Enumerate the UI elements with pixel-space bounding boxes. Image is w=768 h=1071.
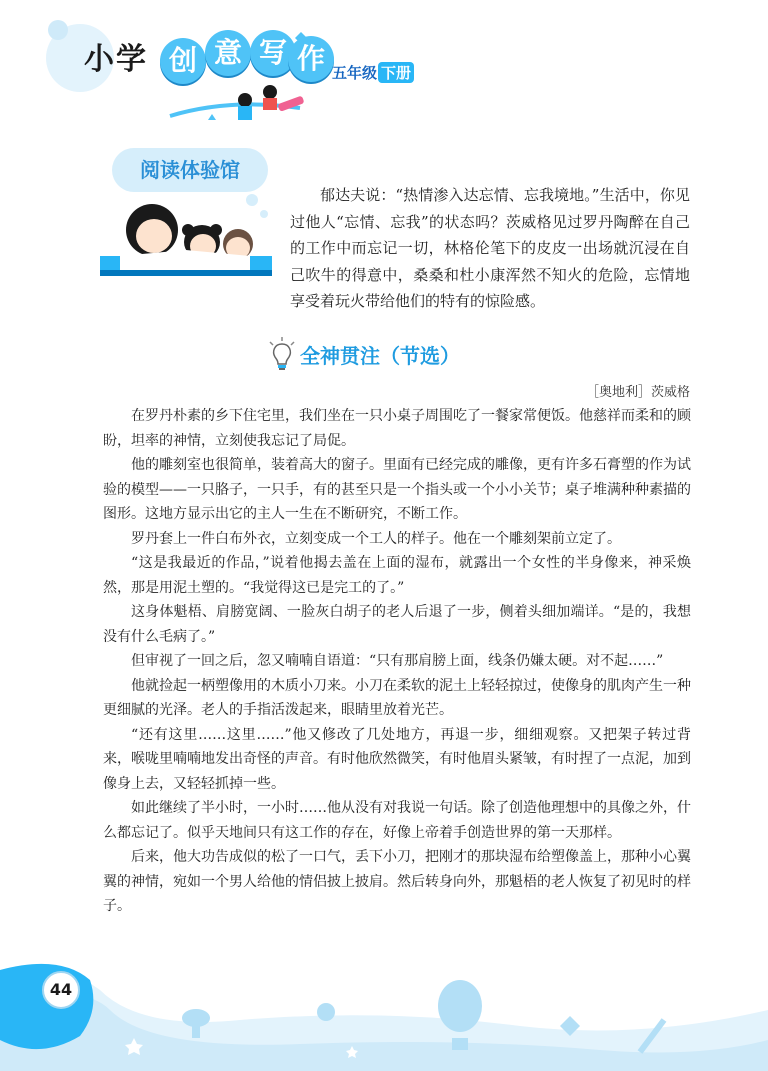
reading-intro: 郁达夫说：“热情渗入达忘情、忘我境地。”生活中，你见过他人“忘情、忘我”的状态吗？茨威格见过罗丹陶醉在自己的工作中而忘记一切，林格伦笔下的皮皮一出场就沉浸在自己吹牛的得意中，桑桑和杜小康浑然不知火的危险，忘情地享受着玩火带给他们的特有的惊险感。 (290, 186, 690, 310)
article-body (103, 404, 691, 919)
footer-decoration (0, 940, 768, 1071)
paragraph: 如此继续了半小时，一小时……他从没有对我说一句话。除了创造他理想中的具像之外，什么都忘记了。似乎天地间只有这工作的存在，好像上帝着手创造世界的第一天那样。 (103, 800, 691, 841)
article-author: ［奥地利］茨威格 (585, 385, 690, 400)
creative-char-1: 创 (160, 38, 206, 84)
paragraph: 他就捡起一柄塑像用的木质小刀来。小刀在柔软的泥土上轻轻掠过，使像身的肌肉产生一种更细腻的光泽。老人的手指活泼起来，眼睛里放着光芒。 (103, 677, 691, 718)
creative-char-3: 写 (250, 30, 296, 76)
lightbulb-icon (266, 336, 298, 372)
creative-char-2: 意 (205, 30, 251, 76)
paragraph: 这身体魁梧、肩膀宽阔、一脸灰白胡子的老人后退了一步，侧着头细加端详。“是的，我想没有什么毛病了。” (103, 604, 691, 645)
paragraph: 但审视了一回之后，忽又喃喃自语道：“只有那肩膀上面，线条仍嫌太硬。对不起……” (131, 653, 664, 669)
series-title: 小学 (84, 42, 148, 77)
article-title-block (262, 336, 502, 372)
reading-section-badge (112, 148, 268, 192)
grade-badge: 下册 (378, 62, 414, 83)
grade-text: 五年级 (332, 64, 378, 82)
paragraph: “这是我最近的作品，”说着他揭去盖在上面的湿布，就露出一个女性的半身像来，神采焕然，那是用泥土塑的。“我觉得这已是完工的了。” (103, 555, 691, 596)
page-header (0, 0, 768, 130)
children-reading-illustration (100, 190, 272, 276)
paragraph: 后来，他大功告成似的松了一口气，丢下小刀，把刚才的那块湿布给塑像盖上，那种小心翼翼的神情，宛如一个男人给他的情侣披上披肩。然后转身向外，那魁梧的老人恢复了初见时的样子。 (103, 849, 691, 914)
paragraph: 在罗丹朴素的乡下住宅里，我们坐在一只小桌子周围吃了一餐家常便饭。他慈祥而柔和的顾盼，坦率的神情，立刻使我忘记了局促。 (103, 408, 691, 449)
article-title: 全神贯注（节选） (300, 344, 460, 368)
paragraph: 他的雕刻室也很简单，装着高大的窗子。里面有已经完成的雕像，更有许多石膏塑的作为试验的模型——一只胳子，一只手，有的甚至只是一个指头或一个小小关节；桌子堆满种种素描的图形。这地方显示出它的主人一生在不断研究，不断工作。 (103, 457, 691, 522)
reading-section-label: 阅读体验馆 (140, 158, 240, 182)
page-number: 44 (42, 971, 80, 1009)
grade-label (332, 62, 414, 83)
creative-char-4: 作 (288, 36, 334, 82)
paragraph: 罗丹套上一件白布外衣，立刻变成一个工人的样子。他在一个雕刻架前立定了。 (131, 530, 621, 547)
paragraph: “还有这里……这里……”他又修改了几处地方，再退一步，细细观察。又把架子转过背来，喉咙里喃喃地发出奇怪的声音。有时他欣然微笑，有时他眉头紧皱，有时捏了一点泥，加到像身上去，又轻轻抓掉一些。 (103, 726, 691, 792)
